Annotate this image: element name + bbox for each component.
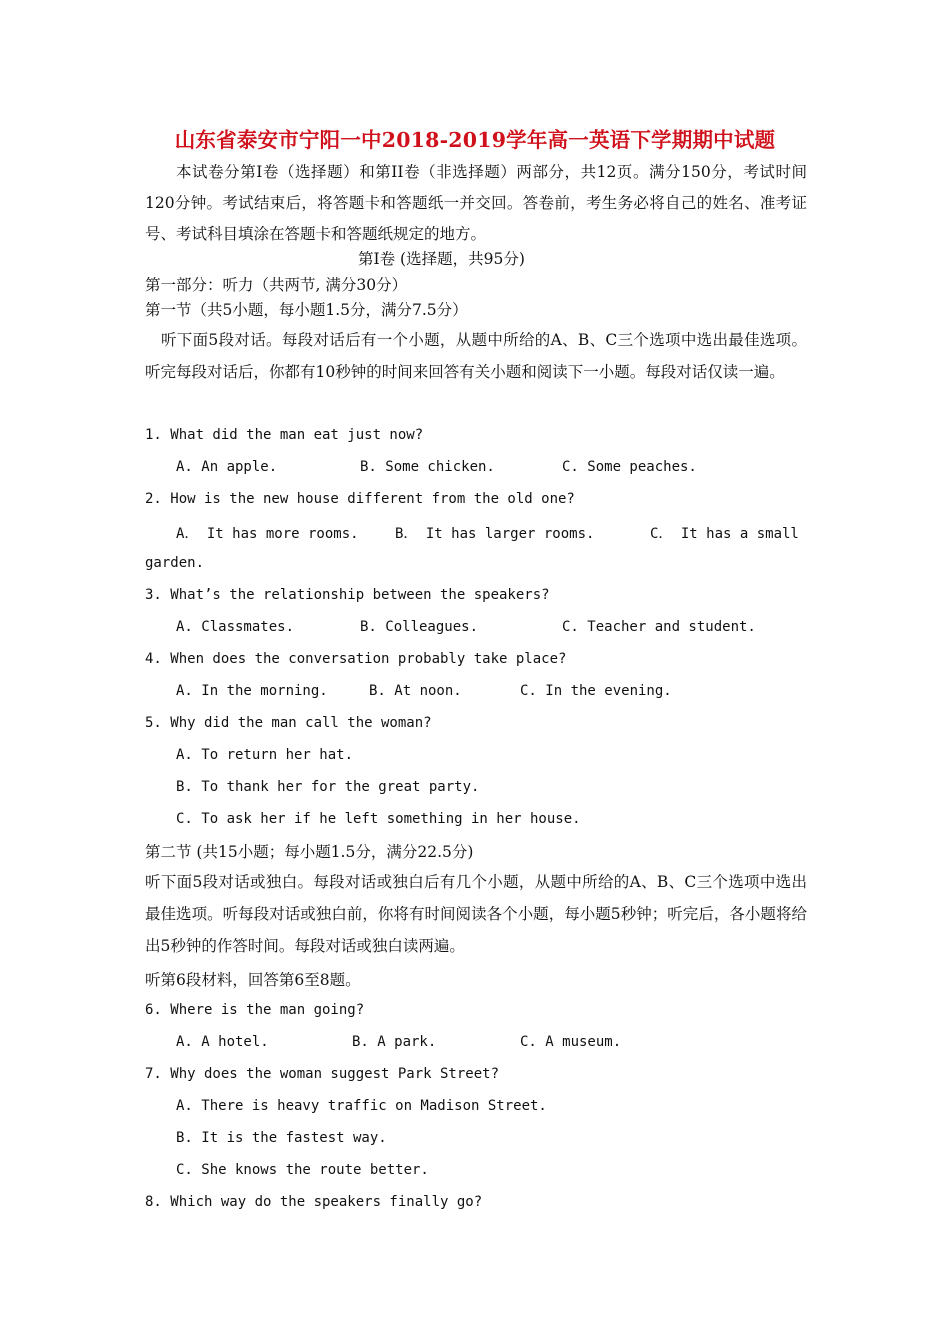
question-6-option-c: C. A museum.	[520, 1034, 622, 1050]
question-8-stem: 8. Which way do the speakers finally go?	[145, 1194, 483, 1210]
question-6-stem: 6. Where is the man going?	[145, 1002, 365, 1018]
question-1-option-a: A. An apple.	[176, 459, 278, 475]
question-1-option-c: C. Some peaches.	[562, 459, 697, 475]
question-2-option-a: A． It has more rooms.	[176, 526, 359, 542]
material-6-heading: 听第6段材料，回答第6至8题。	[145, 971, 361, 989]
question-4-stem: 4. When does the conversation probably take place?	[145, 651, 567, 667]
question-4-option-a: A. In the morning.	[176, 683, 328, 699]
question-5-option-a: A. To return her hat.	[176, 747, 354, 763]
question-1-option-b: B. Some chicken.	[360, 459, 495, 475]
question-5-stem: 5. Why did the man call the woman?	[145, 715, 432, 731]
section1-instructions: 听下面5段对话。每段对话后有一个小题，从题中所给的A、B、C三个选项中选出最佳选项。听完每段对话后，你都有10秒钟的时间来回答有关小题和阅读下一小题。每段对话仅读一遍。	[145, 331, 807, 381]
question-3-option-c: C. Teacher and student.	[562, 619, 756, 635]
question-2-option-b: B． It has larger rooms.	[395, 526, 595, 542]
question-4-option-c: C. In the evening.	[520, 683, 672, 699]
question-3-option-a: A. Classmates.	[176, 619, 295, 635]
question-3-stem: 3. What’s the relationship between the speakers?	[145, 587, 550, 603]
question-6-option-a: A. A hotel.	[176, 1034, 269, 1050]
question-7-option-a: A. There is heavy traffic on Madison Street.	[176, 1098, 547, 1114]
section2-heading: 第二节 (共15小题；每小题1.5分，满分22.5分)	[145, 843, 474, 861]
section2-instructions: 听下面5段对话或独白。每段对话或独白后有几个小题，从题中所给的A、B、C三个选项中选出最佳选项。听每段对话或独白前，你将有时间阅读各个小题，每小题5秒钟；听完后，各小题将给出5秒钟的作答时间。每段对话或独白读两遍。	[145, 873, 807, 955]
question-2-stem: 2. How is the new house different from the old one?	[145, 491, 575, 507]
question-3-option-b: B. Colleagues.	[360, 619, 479, 635]
question-7-stem: 7. Why does the woman suggest Park Street?	[145, 1066, 500, 1082]
question-6-option-b: B. A park.	[352, 1034, 437, 1050]
question-5-option-c: C. To ask her if he left something in her house.	[176, 811, 581, 827]
volume1-heading: 第I卷 (选择题，共95分)	[358, 250, 525, 268]
question-7-option-b: B. It is the fastest way.	[176, 1130, 387, 1146]
question-4-option-b: B. At noon.	[369, 683, 462, 699]
document-title: 山东省泰安市宁阳一中2018-2019学年高一英语下学期期中试题	[174, 128, 776, 152]
question-2-option-c-continued: garden.	[145, 555, 205, 571]
question-5-option-b: B. To thank her for the great party.	[176, 779, 480, 795]
intro-paragraph: 本试卷分第I卷（选择题）和第II卷（非选择题）两部分，共12页。满分150分，考试时间120分钟。考试结束后，将答题卡和答题纸一并交回。答卷前，考生务必将自己的姓名、准考证号、考试科目填涂在答题卡和答题纸规定的地方。	[145, 163, 807, 243]
question-2-option-c: C． It has a small	[650, 526, 799, 542]
question-7-option-c: C. She knows the route better.	[176, 1162, 429, 1178]
section1-heading: 第一节（共5小题，每小题1.5分，满分7.5分）	[145, 301, 468, 319]
question-1-stem: 1. What did the man eat just now?	[145, 427, 424, 443]
part1-heading: 第一部分：听力（共两节, 满分30分）	[145, 276, 408, 294]
